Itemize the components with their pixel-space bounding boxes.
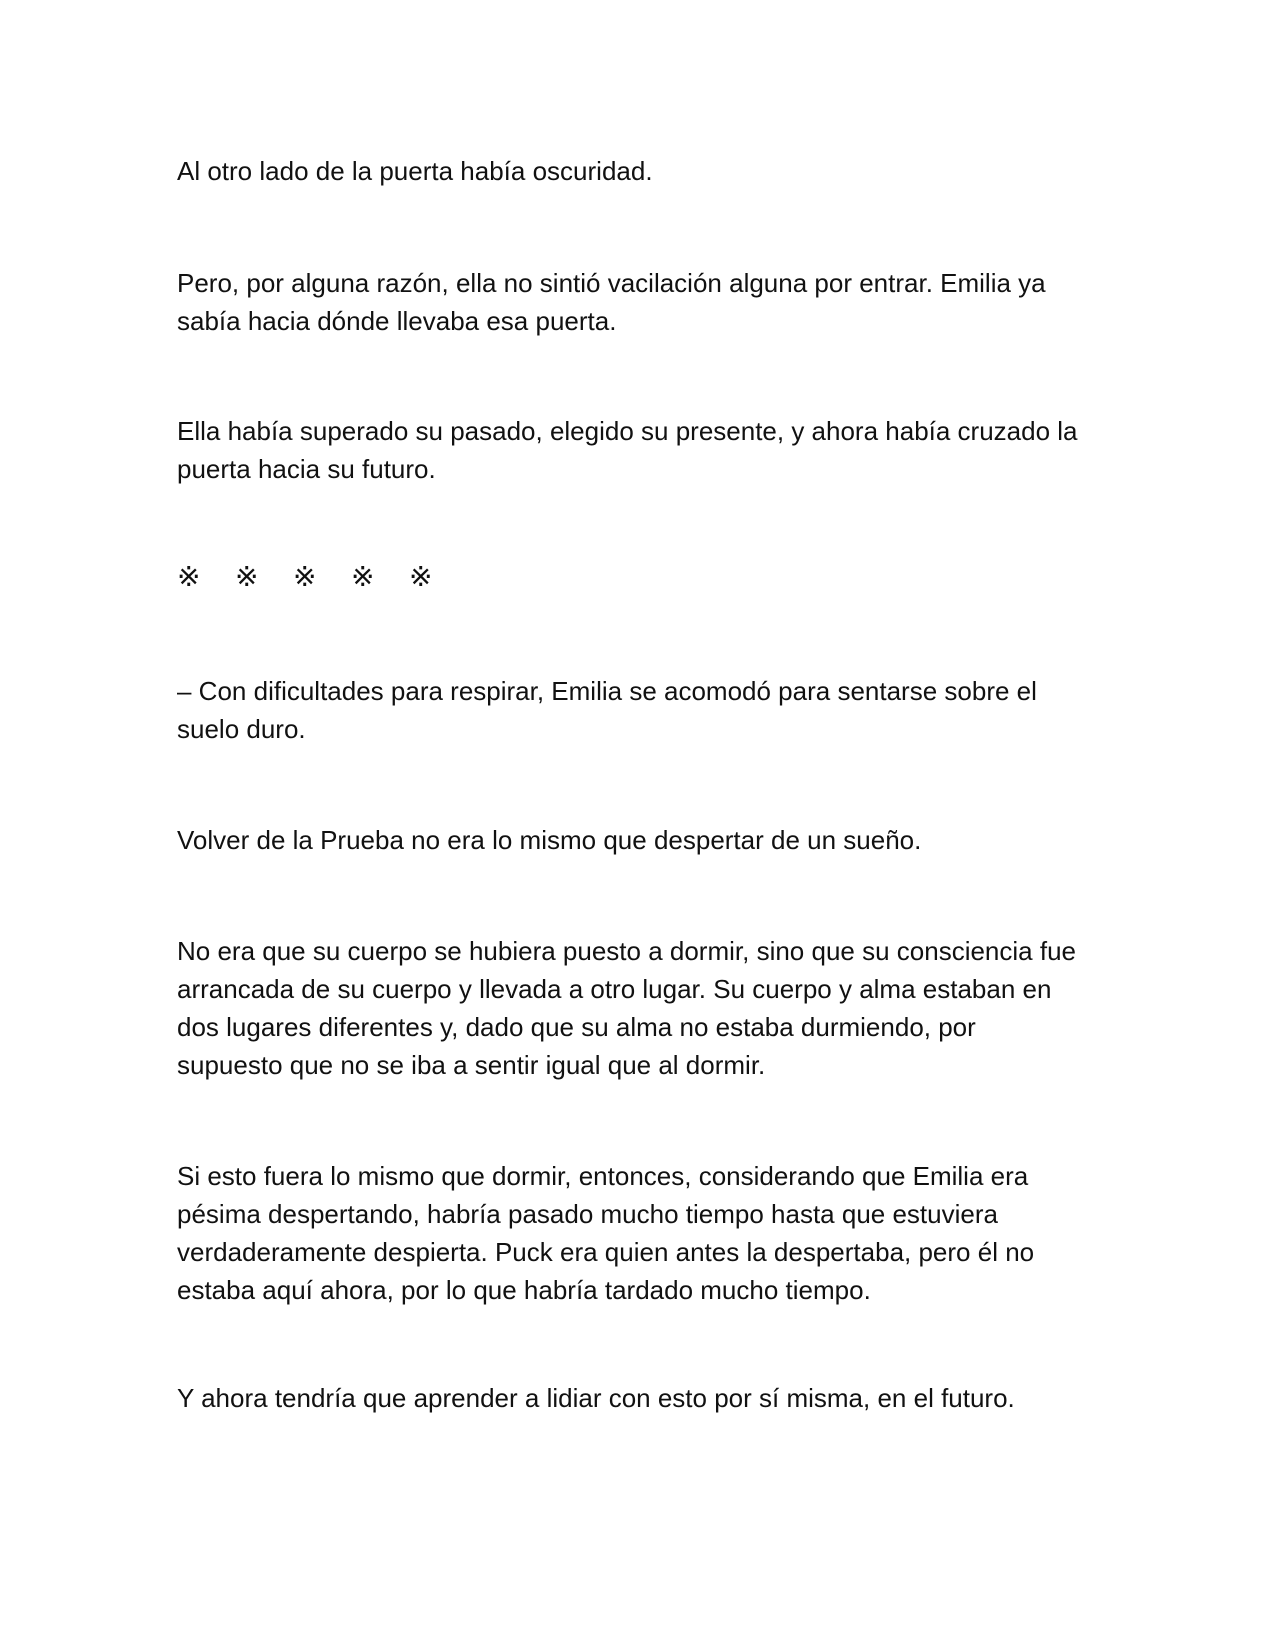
separator-mark: ※ [235,560,259,593]
paragraph: Al otro lado de la puerta había oscuridad. [177,156,653,186]
separator-mark: ※ [351,560,375,593]
paragraph: Si esto fuera lo mismo que dormir, entonces, considerando que Emilia era pésima despertando, habría pasado mucho tiempo hasta que estuviera verdaderamente despierta. Puck era quien antes la despertaba, pero él no estaba aquí ahora, por lo que habría tardado mucho tiempo. [177,1161,1035,1305]
paragraph: – Con dificultades para respirar, Emilia se acomodó para sentarse sobre el suelo duro. [177,676,1037,744]
paragraph: Volver de la Prueba no era lo mismo que despertar de un sueño. [177,825,922,855]
paragraph: No era que su cuerpo se hubiera puesto a dormir, sino que su consciencia fue arrancada de su cuerpo y llevada a otro lugar. Su cuerpo y alma estaban en dos lugares diferentes y, dado que su alma no estaba durmiendo, por supuesto que no se iba a sentir igual que al dormir. [177,936,1076,1080]
paragraph: Pero, por alguna razón, ella no sintió vacilación alguna por entrar. Emilia ya sabía hacia dónde llevaba esa puerta. [177,268,1046,336]
separator-mark: ※ [177,560,201,593]
separator-mark: ※ [293,560,317,593]
paragraph: Y ahora tendría que aprender a lidiar con esto por sí misma, en el futuro. [177,1383,1015,1413]
separator-mark: ※ [409,560,433,593]
paragraph: Ella había superado su pasado, elegido su presente, y ahora había cruzado la puerta hacia su futuro. [177,416,1078,484]
scene-separator [177,558,467,596]
